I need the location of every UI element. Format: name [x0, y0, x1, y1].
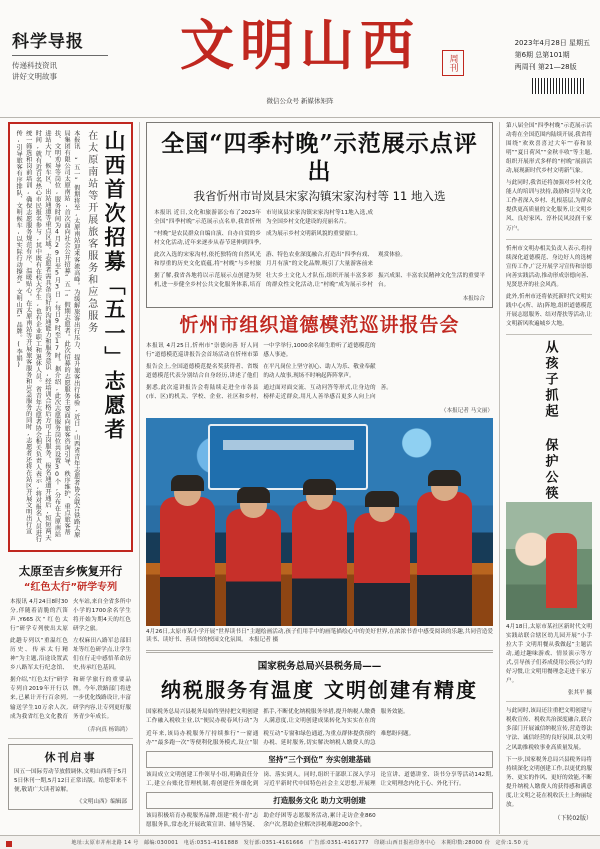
second-story-para-3: 据悉,此次巡讲报告会将陆续走进全市各县(市、区)的机关、学校、企业、社区和乡村,通过面对面交流、互动问答等形式,让身边的榜样走近群众,用凡人善举感召更多人向上向善。	[146, 385, 392, 401]
bottom-story-subhead-1: 坚持“三个到位” 夯实创建基础	[146, 751, 493, 768]
lead-vertical-story[interactable]	[8, 122, 133, 552]
lead-story-para-3: 此次入选的宋家沟村,依托独特的自然风光和厚重的历史文化底蕴,将“村晚”与乡村旅游、特色农业深度融合,打造出“四季有戏、月月有演”的文化品牌,吸引了大量游客前来观赏体验。	[154, 252, 406, 268]
left-column	[8, 122, 140, 834]
right-divider-1	[506, 239, 592, 240]
page-body	[0, 118, 600, 834]
notice-box[interactable]	[8, 744, 133, 811]
left-sub-title: 太原至吉乡恢复开行	[18, 564, 123, 578]
issue-date: 2023年4月28日 星期五	[514, 39, 590, 47]
corner-mark-icon	[6, 841, 12, 847]
continued-note: （下转02版）	[554, 814, 592, 822]
issue-info	[515, 38, 590, 74]
bottom-story-headline[interactable]: 纳税服务有温度 文明创建有精度	[161, 678, 478, 703]
right-second-para-4: 忻州市文明办相关负责人表示,将持续深化道德模范、身边好人的选树宣传工作,广泛开展学习宣传和崇德向善实践活动,推动形成崇德向善、见贤思齐的社会风尚。	[506, 245, 592, 288]
right-second-para-5: 此外,忻州市还将依托新时代文明实践中心(所、站)阵地,组织道德模范开展志愿服务、结对帮扶等活动,让文明新风吹遍城乡大地。	[506, 293, 592, 327]
right-photo-caption: 4月18日,太原市某社区新时代文明实践站联合辖区幼儿园开展“小手拉大手 文明用餐从我做起”主题活动,通过趣味游戏、情景演示等方式,引导孩子们养成使用公筷公勺的好习惯,让文明用餐理念走进千家万户。	[506, 623, 592, 685]
barcode-icon	[532, 78, 586, 94]
left-sub-byline: （乔向真 杨锦鸿）	[84, 726, 131, 733]
lead-story-headline: 全国“四季村晚”示范展示点评出	[161, 130, 478, 185]
lead-story[interactable]	[146, 122, 493, 308]
bottom-story-para-1: 国家税务总局兴县税务局始终坚持把文明创建工作融入税收主业,以“便民办税春风行动”为抓手,不断优化纳税服务举措,提升纳税人缴费人满意度,让文明创建成果转化为实实在在的服务效能。	[146, 709, 409, 725]
lead-story-para-4: 据了解,我省各地将以示范展示点创建为契机,进一步健全乡村公共文化服务体系,培育壮大乡土文化人才队伍,组织开展丰富多彩的群众性文化活动,让“村晚”成为展示乡村振兴成果、丰富农民精神文化生活的重要平台。	[154, 273, 485, 289]
bottom-story-para-4: 该局积极培育办税服务品牌,组建“税小青”志愿服务队,常态化开展政策宣讲、辅导答疑、助企纾困等志愿服务活动,累计走访企业860余户次,帮助企业解决涉税难题200余个。	[146, 812, 376, 828]
right-column	[500, 122, 592, 834]
right-photo-credit: 张其平 摄	[567, 690, 592, 697]
left-divider	[8, 738, 133, 739]
weekly-badge: 周刊	[442, 50, 464, 76]
left-sub-article[interactable]	[8, 558, 133, 733]
left-sub-para-1: 本报讯 4月24日8时30分,伴随着清脆的汽笛声,Y665次“红色太行”研学专列驶出太原火车站,来自全省多所中小学的1700余名学生将开始为期4天的红色研学之旅。	[10, 599, 131, 633]
page-footer	[0, 835, 600, 849]
footer-text: 地址:太原市并州北路 14 号 邮编:030001 电话:0351-4161888 发行部:0351-4161666 广告部:0351-4161777 印刷:山西日报社印务中心 本期印数:28000 份 定价:1.50 元	[71, 840, 529, 846]
right-photo	[506, 502, 592, 620]
right-continued-para-1: 第八届全国“四季村晚”示范展示活动将在全国范围内陆续开展,我省将围绕“欢欢喜喜过大年”“春和景明”“夏日荷风”“金秋丰收”等主题,组织开展形式多样的“村晚”展演活动,展现新时代乡村文明新气象。	[506, 123, 592, 175]
photo-child	[226, 509, 282, 625]
second-story-headline[interactable]: 忻州市组织道德模范巡讲报告会	[179, 313, 460, 336]
notice-body: 因五一国际劳动节放假调休,文明山西将于5月5日休刊一期,5月12日正常出版。给您带来不便,敬请广大读者谅解。	[14, 768, 127, 793]
bottom-story-subhead-2: 打造服务文化 助力文明创建	[146, 792, 493, 809]
lead-story-subhead: 我省忻州市岢岚县宋家沟镇宋家沟村等 11 地入选	[193, 189, 446, 204]
middle-column	[140, 122, 500, 834]
publisher-tagline-2: 讲好文明故事	[12, 72, 57, 82]
vertical-headline: 山西首次招募「五一」志愿者	[102, 130, 127, 442]
main-photo	[146, 418, 493, 626]
left-sub-para-2: 此趟专列以“重温红色历史、传承太行精神”为主题,沿途设置武乡八路军太行纪念馆、左权麻田八路军总部旧址等红色研学点,让学生们在行走中感悟革命历史,传承红色基因。	[10, 638, 131, 672]
second-story-para-1: 本报讯 4月25日,忻州市“崇德向善 好人同行”道德模范巡讲报告会首场活动在忻州市第一中学举行,1000余名师生聆听了道德模范的感人事迹。	[146, 343, 376, 359]
right-photo-title: 从孩子抓起 保护公筷	[542, 339, 558, 502]
vertical-body-text: 本报讯 “五一”假期将至,太原南站迎来客流高峰。为缓解旅客出行压力、提升旅客出行体验,近日,山西省青年志愿者协会联合铁路太原局集团有限公司太原南站,首次面向社会公开招募“五一”假期志愿者。此次招募的志愿服务主要面向旅客咨询引导、秩序维护、重点旅客帮扶、文明劝导等岗位,服务时间为4月29日至5月3日,每日9时至17时。据介绍,此次志愿服务岗位共设置30个,分布在太原南站进站大厅、候车区、出站通道等重点区域。志愿者需具备良好的沟通能力和服务意识,经培训合格后方可上岗服务。报名通道开通后,短短两天时间,就有近百名热心市民报名参与,其中既有在校大学生,也有企业职工和退休人员。省青年志愿者协会相关负责人表示,将对报名人员进行统一筛选和岗前培训,确保志愿服务规范有序、温暖贴心。在太原南站等开展旅客服务和应急服务的同时,志愿者还将在站区开展文明出行宣传,引导旅客有序排队、文明候车,以实际行动擦亮“文明山西”品牌。(李娟)	[15, 130, 80, 543]
right-divider-2	[506, 334, 592, 335]
issue-pages: 两周刊 第21—28版	[514, 62, 577, 71]
photo-banner	[208, 424, 368, 490]
issue-number: 第6期 总第101期	[514, 50, 570, 59]
photo-child	[417, 492, 473, 625]
second-story-byline: （本报记者 马文丽）	[440, 407, 493, 414]
right-continued-para-2: 与此同时,我省还将加强对乡村文化能人的培训与扶持,鼓励和引导文化工作者深入乡村、扎根基层,为群众提供更高质量的文化服务,让文明乡风、良好家风、淳朴民风浸润千家万户。	[506, 180, 592, 232]
vertical-subhead: 在太原南站等开展旅客服务和应急服务	[85, 130, 97, 334]
middle-divider	[146, 650, 493, 653]
second-story-para-2: 报告会上,全国道德模范提名奖获得者、省级道德模范代表分别结合自身经历,讲述了他们在平凡岗位上坚守初心、助人为乐、敬业奉献的动人故事,现场不时响起阵阵掌声。	[146, 364, 376, 380]
notice-title: 休刊启事	[44, 750, 97, 764]
bottom-story-para-3: 该局成立文明创建工作领导小组,明确责任分工,建立台账化管理机制,将创建任务细化到岗、落实到人。同时,组织干部职工深入学习习近平新时代中国特色社会主义思想,开展理论宣讲、道德讲堂、读书分享等活动142期,让文明理念内化于心、外化于行。	[146, 771, 493, 787]
nameplate	[150, 13, 450, 77]
right-divider-3	[506, 701, 592, 702]
publisher-name: 科学导报	[12, 32, 84, 52]
lead-story-para-2: “村晚”是农民群众自编自演、自办自赏的乡村文化活动,近年来逐步从春节延伸到四季,成为展示乡村文明新风貌的重要窗口。	[154, 231, 362, 247]
main-photo-caption: 4月26日,太原市某小学开展“世界读书日”主题绘画活动,孩子们用手中的画笔描绘心中的美好世界,在浓浓书香中感受阅读的乐趣,共同营造爱读书、读好书、善读书的校园文化氛围。 本报记者 摄	[146, 628, 493, 644]
right-bottom-para-6: 下一步,国家税务总局兴县税务局将持续深化文明创建工作,以更优的服务、更实的作风、更好的效能,不断提升纳税人缴费人的获得感和满意度,让文明之花在税收沃土上绚丽绽放。	[506, 756, 592, 808]
lead-story-byline: 本报综合	[462, 295, 485, 302]
notice-signature: 《文明山西》编辑部	[76, 799, 127, 806]
logo-divider	[12, 55, 108, 56]
paper-title: 文明山西	[180, 13, 420, 77]
bottom-story-org: 国家税务总局兴县税务局——	[257, 661, 382, 673]
left-sub-subtitle: “红色太行”研学专列	[23, 581, 118, 593]
photo-child	[160, 497, 216, 626]
main-photo-block	[146, 418, 493, 646]
lead-story-para-1: 本报讯 近日,文化和旅游部公布了2023年全国“四季村晚”示范展示点名单,我省忻州市岢岚县宋家沟镇宋家沟村等11地入选,成为全国乡村文化建设的亮丽名片。	[154, 210, 373, 226]
bottom-story-para-2: 近年来,该局办税服务厅持续推行“一窗通办”“最多跑一次”等便利化服务模式,设立“银税互动”专窗和绿色通道,为重点群体提供预约办税、延时服务,切实解决纳税人缴费人的急难愁盼问题。	[146, 730, 415, 746]
photo-child	[354, 513, 410, 625]
masthead	[0, 0, 600, 118]
publisher-tagline-1: 传递科技资讯	[12, 61, 57, 70]
publisher-logo	[12, 34, 112, 83]
right-bottom-para-5: 与此同时,该局还注重把文明创建与税收宣传、税收共治深度融合,联合多部门开展诚信纳税宣传,营造尊法守法、诚信经营的良好氛围,以文明之风助推税收事业高质量发展。	[506, 708, 592, 751]
photo-child	[292, 501, 348, 626]
left-sub-para-3: 据介绍,“红色太行”研学专列自2019年开行以来,已累计开行百余列,输送学生10万余人次,成为我省红色文化教育和研学旅行的重要品牌。今年,铁路部门将进一步优化线路设计,丰富研学内容,让专列更好服务青少年成长。	[10, 677, 131, 720]
nameplate-footnote: 微信公众号 新媒体矩阵	[266, 97, 334, 105]
